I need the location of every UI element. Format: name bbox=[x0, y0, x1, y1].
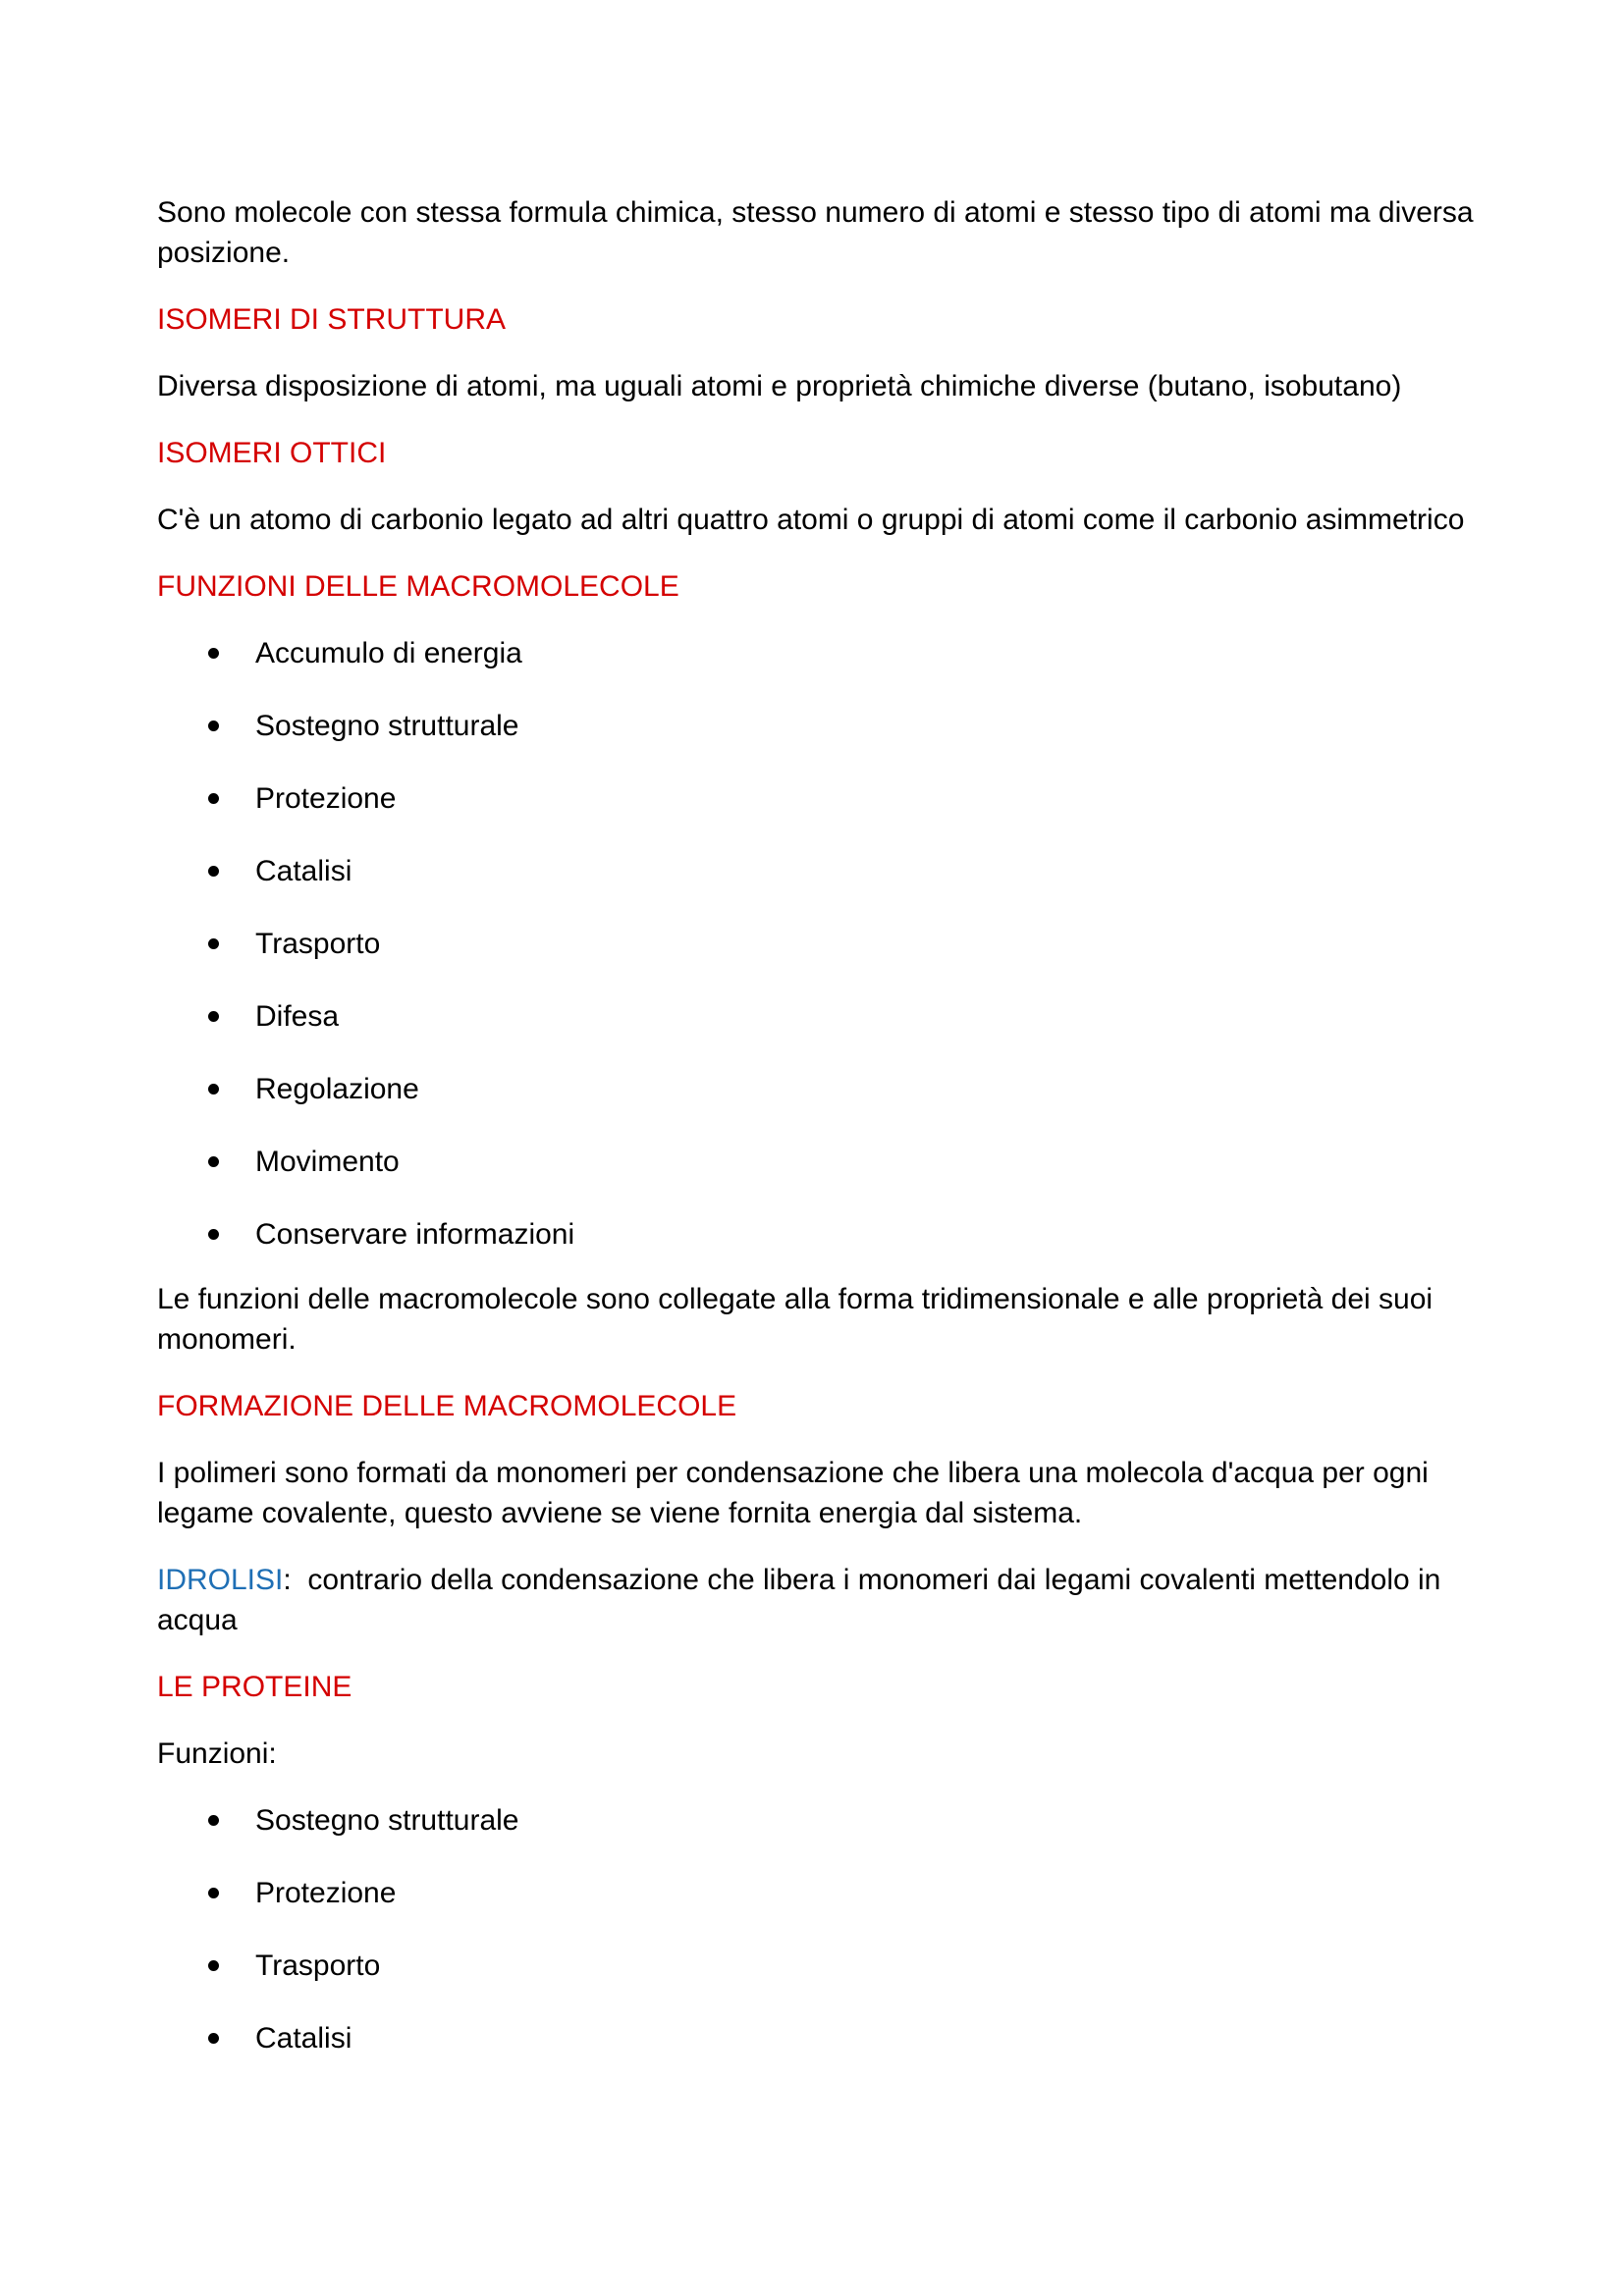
heading-funzioni-macromolecole: FUNZIONI DELLE MACROMOLECOLE bbox=[157, 570, 679, 603]
heading-proteine: LE PROTEINE bbox=[157, 1671, 352, 1703]
list-item-label: Sostegno strutturale bbox=[255, 1804, 519, 1837]
list-item-label: Protezione bbox=[255, 782, 397, 815]
list-item-label: Trasporto bbox=[255, 1949, 381, 1982]
list-item bbox=[157, 1800, 1492, 1841]
document-page bbox=[157, 192, 1492, 2083]
list-item-label: Trasporto bbox=[255, 928, 381, 960]
list-item-label: Difesa bbox=[255, 1000, 340, 1033]
proteine-label: Funzioni: bbox=[157, 1737, 277, 1770]
list-item bbox=[157, 706, 1492, 746]
list-item bbox=[157, 778, 1492, 819]
list-item bbox=[157, 1069, 1492, 1109]
bullet-icon bbox=[208, 1229, 219, 1240]
bullet-icon bbox=[208, 648, 219, 659]
idrolisi-paragraph bbox=[157, 1560, 1492, 1640]
bullet-icon bbox=[208, 1815, 219, 1826]
list-item bbox=[157, 1873, 1492, 1913]
list-item-label: Regolazione bbox=[255, 1073, 419, 1105]
bullet-icon bbox=[208, 721, 219, 731]
list-item bbox=[157, 1142, 1492, 1182]
list-item bbox=[157, 924, 1492, 964]
list-item bbox=[157, 2018, 1492, 2058]
list-item-label: Catalisi bbox=[255, 855, 352, 887]
list-item-label: Movimento bbox=[255, 1146, 400, 1178]
heading-isomeri-struttura: ISOMERI DI STRUTTURA bbox=[157, 303, 507, 336]
bullet-icon bbox=[208, 1156, 219, 1167]
funzioni-paragraph: Le funzioni delle macromolecole sono collegate alla forma tridimensionale e alle proprietà dei suoi monomeri. bbox=[157, 1283, 1434, 1356]
formazione-paragraph: I polimeri sono formati da monomeri per condensazione che libera una molecola d'acqua per ogni legame covalente, questo avviene se viene fornita energia dal sistema. bbox=[157, 1457, 1429, 1529]
isomeri-struttura-paragraph: Diversa disposizione di atomi, ma uguali atomi e proprietà chimiche diverse (butano, isobutano) bbox=[157, 370, 1402, 402]
proteine-list bbox=[157, 1800, 1492, 2058]
list-item-label: Conservare informazioni bbox=[255, 1218, 575, 1251]
bullet-icon bbox=[208, 1888, 219, 1898]
list-item bbox=[157, 851, 1492, 891]
list-item-label: Catalisi bbox=[255, 2022, 352, 2055]
bullet-icon bbox=[208, 1960, 219, 1971]
bullet-icon bbox=[208, 866, 219, 877]
bullet-icon bbox=[208, 793, 219, 804]
list-item-label: Sostegno strutturale bbox=[255, 710, 519, 742]
bullet-icon bbox=[208, 1084, 219, 1095]
funzioni-list bbox=[157, 633, 1492, 1255]
list-item bbox=[157, 1946, 1492, 1986]
list-item-label: Protezione bbox=[255, 1877, 397, 1909]
heading-formazione-macromolecole: FORMAZIONE DELLE MACROMOLECOLE bbox=[157, 1390, 737, 1422]
list-item-label: Accumulo di energia bbox=[255, 637, 522, 669]
bullet-icon bbox=[208, 938, 219, 949]
idrolisi-term: IDROLISI bbox=[157, 1564, 284, 1596]
heading-isomeri-ottici: ISOMERI OTTICI bbox=[157, 437, 387, 469]
idrolisi-text: : contrario della condensazione che libera i monomeri dai legami covalenti mettendolo in acqua bbox=[157, 1564, 1449, 1636]
bullet-icon bbox=[208, 2033, 219, 2044]
list-item bbox=[157, 633, 1492, 673]
list-item bbox=[157, 996, 1492, 1037]
list-item bbox=[157, 1214, 1492, 1255]
intro-paragraph: Sono molecole con stessa formula chimica, stesso numero di atomi e stesso tipo di atomi ma diversa posizione. bbox=[157, 196, 1474, 269]
isomeri-ottici-paragraph: C'è un atomo di carbonio legato ad altri quattro atomi o gruppi di atomi come il carbonio asimmetrico bbox=[157, 504, 1465, 536]
bullet-icon bbox=[208, 1011, 219, 1022]
